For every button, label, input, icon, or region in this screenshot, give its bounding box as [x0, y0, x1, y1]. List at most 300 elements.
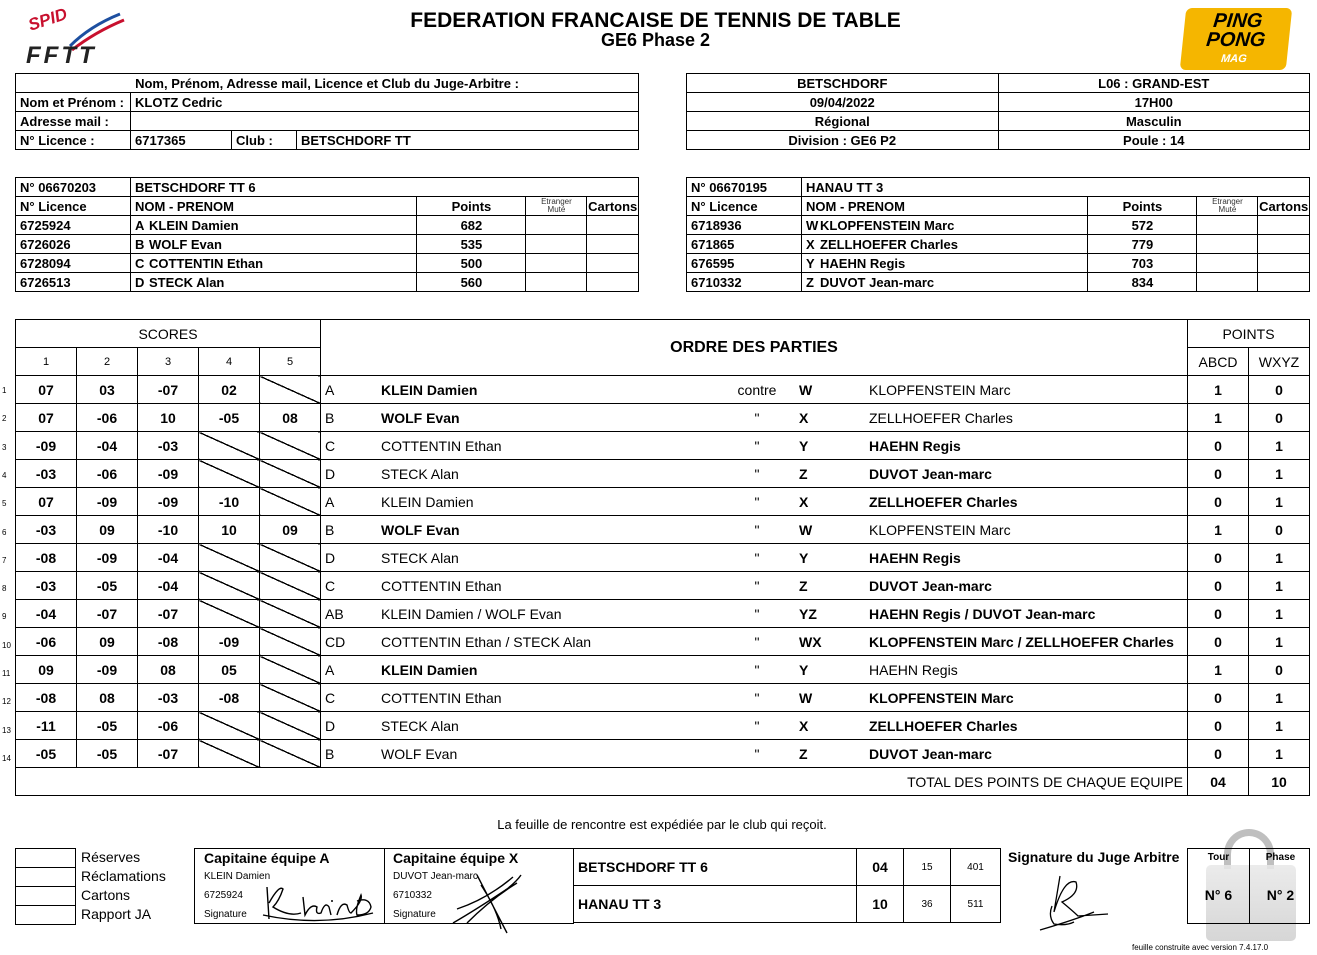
player-cards-cell: [587, 273, 639, 292]
player-a-name: COTTENTIN Ethan / STECK Alan: [381, 628, 727, 656]
set-score: -03: [138, 432, 199, 460]
game-row: [16, 740, 1310, 768]
player-a-name: WOLF Evan: [381, 516, 727, 544]
points-a: 0: [1188, 572, 1249, 600]
player-x-name: HAEHN Regis: [869, 432, 1188, 460]
game-row: [16, 376, 1310, 404]
game-number: 10: [2, 640, 11, 650]
player-row: [16, 254, 639, 273]
set-score: [260, 460, 321, 488]
checkbox[interactable]: [15, 848, 76, 868]
player-letter: A: [131, 216, 150, 235]
versus-mark: ": [727, 684, 787, 712]
phase-value: N° 2: [1266, 887, 1295, 903]
player-name: KLEIN Damien: [149, 216, 417, 235]
set-score: 02: [199, 376, 260, 404]
set-score: [260, 376, 321, 404]
game-number: 8: [2, 584, 7, 594]
game-row: [16, 516, 1310, 544]
points-a: 1: [1188, 516, 1249, 544]
pingpong-mag-logo: [1180, 8, 1293, 70]
game-number: 6: [2, 527, 7, 537]
checkbox-label: Cartons: [81, 887, 131, 903]
transfer-label: Muté: [1218, 205, 1237, 214]
player-letter: Y: [802, 254, 821, 273]
set-score: 09: [77, 628, 138, 656]
checkbox[interactable]: [15, 867, 76, 887]
referee-signature-icon: [1034, 872, 1114, 936]
captain-x-title: Capitaine équipe X: [393, 850, 519, 866]
set-score: -09: [199, 628, 260, 656]
captain-a-signature-icon: [259, 867, 379, 927]
team-x-points-header: Points: [1088, 197, 1197, 216]
set-score: -10: [199, 488, 260, 516]
player-x-letter: X: [787, 404, 869, 432]
games-table: [15, 319, 1310, 796]
points-a: 0: [1188, 740, 1249, 768]
match-date: 09/04/2022: [687, 93, 999, 112]
set-score: 05: [199, 656, 260, 684]
team-a-points-header: Points: [417, 197, 526, 216]
set-score: -05: [199, 404, 260, 432]
set-score: 10: [199, 516, 260, 544]
fftt-logo: [20, 6, 130, 68]
versus-mark: ": [727, 656, 787, 684]
match-league: L06 : GRAND-EST: [998, 74, 1310, 93]
referee-licence: 6717365: [131, 131, 232, 150]
player-x-name: KLOPFENSTEIN Marc: [869, 516, 1188, 544]
captain-x-name: DUVOT Jean-marc: [393, 871, 478, 882]
set-score: [260, 628, 321, 656]
set-score: -05: [77, 740, 138, 768]
player-x-letter: YZ: [787, 600, 869, 628]
game-number: 7: [2, 555, 7, 565]
player-letter: X: [802, 235, 821, 254]
scores-header: SCORES: [16, 320, 321, 348]
summary-value-1: 36: [904, 886, 951, 923]
set-score: 10: [138, 404, 199, 432]
referee-licence-label: N° Licence :: [16, 131, 131, 150]
player-letter: B: [131, 235, 150, 254]
set-score: -03: [16, 572, 77, 600]
team-x-number: N° 06670195: [687, 178, 802, 197]
captain-x-signature-icon: [447, 869, 537, 939]
set-score: -09: [16, 432, 77, 460]
summary-score: 10: [857, 886, 904, 923]
set-score: -04: [77, 432, 138, 460]
set-score: 09: [16, 656, 77, 684]
player-a-name: STECK Alan: [381, 544, 727, 572]
player-a-name: COTTENTIN Ethan: [381, 684, 727, 712]
versus-mark: ": [727, 516, 787, 544]
player-x-letter: Z: [787, 572, 869, 600]
team-a-table: [15, 177, 639, 292]
player-a-name: KLEIN Damien: [381, 376, 727, 404]
logo-line-3: MAG: [1220, 53, 1248, 65]
versus-mark: ": [727, 460, 787, 488]
set-score: -03: [16, 516, 77, 544]
player-licence: 6710332: [687, 273, 802, 292]
points-a: 0: [1188, 544, 1249, 572]
versus-mark: ": [727, 572, 787, 600]
player-a-letter: C: [321, 432, 382, 460]
summary-score: 04: [857, 849, 904, 886]
set-score: -03: [138, 684, 199, 712]
team-x-cards-header: Cartons: [1259, 198, 1309, 214]
player-letter: C: [131, 254, 150, 273]
set-score: [260, 656, 321, 684]
set-number-5: 5: [260, 348, 321, 376]
tour-phase-box: [1187, 848, 1310, 924]
player-a-name: KLEIN Damien: [381, 656, 727, 684]
player-licence: 6726026: [16, 235, 131, 254]
summary-value-1: 15: [904, 849, 951, 886]
player-cards-cell: [1258, 273, 1310, 292]
player-name: DUVOT Jean-marc: [820, 273, 1088, 292]
set-score: 09: [260, 516, 321, 544]
player-licence: 6728094: [16, 254, 131, 273]
points-x: 1: [1249, 544, 1310, 572]
team-a-name-header: NOM - PRENOM: [131, 197, 417, 216]
player-a-letter: C: [321, 572, 382, 600]
versus-mark: ": [727, 740, 787, 768]
set-score: -09: [138, 460, 199, 488]
set-number-1: 1: [16, 348, 77, 376]
game-row: [16, 460, 1310, 488]
total-a: 04: [1188, 768, 1249, 796]
player-name: STECK Alan: [149, 273, 417, 292]
summary-team: BETSCHDORF TT 6: [574, 849, 857, 886]
referee-email-label: Adresse mail :: [16, 112, 131, 131]
set-score: 07: [16, 376, 77, 404]
captain-a-name: KLEIN Damien: [204, 871, 271, 882]
team-x-name-header: NOM - PRENOM: [802, 197, 1088, 216]
player-x-name: ZELLHOEFER Charles: [869, 404, 1188, 432]
player-x-name: KLOPFENSTEIN Marc: [869, 376, 1188, 404]
player-x-name: ZELLHOEFER Charles: [869, 488, 1188, 516]
checkbox-label: Réclamations: [81, 868, 166, 884]
set-score: 09: [77, 516, 138, 544]
logo-line-2: PONG: [1205, 29, 1267, 51]
player-points: 682: [417, 216, 526, 235]
game-row: [16, 544, 1310, 572]
player-x-letter: W: [787, 376, 869, 404]
set-score: -06: [77, 404, 138, 432]
set-score: -10: [138, 516, 199, 544]
captain-a-signature-label: Signature: [204, 909, 247, 920]
match-level: Régional: [687, 112, 999, 131]
game-number: 12: [2, 697, 11, 707]
player-foreign-cell: [1197, 216, 1258, 235]
player-x-name: DUVOT Jean-marc: [869, 572, 1188, 600]
player-a-name: WOLF Evan: [381, 404, 727, 432]
versus-mark: ": [727, 544, 787, 572]
game-number: 14: [2, 753, 11, 763]
match-poule: Poule : 14: [998, 131, 1310, 150]
points-x: 1: [1249, 712, 1310, 740]
player-name: COTTENTIN Ethan: [149, 254, 417, 273]
checkbox-label: Rapport JA: [81, 906, 152, 922]
player-x-name: DUVOT Jean-marc: [869, 740, 1188, 768]
player-a-name: COTTENTIN Ethan: [381, 432, 727, 460]
set-score: [199, 600, 260, 628]
points-x: 1: [1249, 488, 1310, 516]
referee-signature-label: Signature du Juge Arbitre: [1008, 849, 1180, 865]
team-a-number: N° 06670203: [16, 178, 131, 197]
set-score: [260, 488, 321, 516]
player-cards-cell: [587, 216, 639, 235]
player-cards-cell: [1258, 254, 1310, 273]
game-row: [16, 432, 1310, 460]
player-x-name: HAEHN Regis: [869, 544, 1188, 572]
points-a: 1: [1188, 656, 1249, 684]
set-score: -07: [138, 376, 199, 404]
set-score: -09: [138, 488, 199, 516]
player-x-letter: X: [787, 488, 869, 516]
points-a: 0: [1188, 460, 1249, 488]
set-score: -05: [16, 740, 77, 768]
player-name: ZELLHOEFER Charles: [820, 235, 1088, 254]
versus-mark: ": [727, 404, 787, 432]
game-row: [16, 404, 1310, 432]
points-x: 1: [1249, 740, 1310, 768]
referee-table: [15, 73, 639, 150]
points-x: 0: [1249, 516, 1310, 544]
set-score: [199, 740, 260, 768]
referee-email: [131, 112, 639, 131]
points-x: 0: [1249, 656, 1310, 684]
team-a-foreign-header: [526, 197, 587, 216]
player-a-name: KLEIN Damien: [381, 488, 727, 516]
versus-mark: contre: [727, 376, 787, 404]
points-a: 1: [1188, 376, 1249, 404]
set-score: -06: [138, 712, 199, 740]
player-points: 779: [1088, 235, 1197, 254]
summary-value-2: 511: [951, 886, 1001, 923]
set-score: -07: [138, 600, 199, 628]
player-points: 500: [417, 254, 526, 273]
player-x-name: DUVOT Jean-marc: [869, 460, 1188, 488]
set-score: [199, 432, 260, 460]
player-letter: D: [131, 273, 150, 292]
player-a-letter: D: [321, 712, 382, 740]
abcd-header: ABCD: [1188, 348, 1249, 376]
logo-line-1: PING: [1212, 10, 1264, 32]
set-score: 08: [77, 684, 138, 712]
player-x-name: KLOPFENSTEIN Marc: [869, 684, 1188, 712]
spid-text: SPID: [25, 4, 70, 35]
game-number: 9: [2, 612, 7, 622]
player-foreign-cell: [1197, 273, 1258, 292]
versus-mark: ": [727, 600, 787, 628]
match-division: Division : GE6 P2: [687, 131, 999, 150]
player-row: [687, 254, 1310, 273]
player-x-letter: Z: [787, 460, 869, 488]
player-a-letter: D: [321, 460, 382, 488]
transfer-label: Muté: [547, 205, 566, 214]
phase-label: Phase: [1265, 852, 1296, 863]
game-number: 11: [2, 669, 11, 678]
game-number: 13: [2, 725, 11, 735]
set-score: 07: [16, 488, 77, 516]
player-x-letter: W: [787, 516, 869, 544]
player-a-letter: AB: [321, 600, 382, 628]
player-cards-cell: [1258, 216, 1310, 235]
player-x-letter: Y: [787, 432, 869, 460]
captain-a-title: Capitaine équipe A: [204, 850, 330, 866]
points-a: 0: [1188, 712, 1249, 740]
player-letter: W: [802, 216, 821, 235]
team-x-licence-header: N° Licence: [687, 197, 802, 216]
player-foreign-cell: [1197, 254, 1258, 273]
points-x: 0: [1249, 404, 1310, 432]
player-x-letter: X: [787, 712, 869, 740]
set-score: [260, 544, 321, 572]
player-x-name: HAEHN Regis / DUVOT Jean-marc: [869, 600, 1188, 628]
referee-club-label: Club :: [232, 131, 297, 150]
team-a-licence-header: N° Licence: [16, 197, 131, 216]
team-x-name: HANAU TT 3: [802, 178, 1310, 197]
page-title: FEDERATION FRANCAISE DE TENNIS DE TABLE: [410, 9, 901, 32]
player-x-letter: Y: [787, 656, 869, 684]
version-text: feuille construite avec version 7.4.17.0: [1132, 943, 1269, 952]
set-score: [260, 572, 321, 600]
set-score: -07: [138, 740, 199, 768]
game-row: [16, 628, 1310, 656]
set-score: -04: [16, 600, 77, 628]
set-score: -09: [77, 656, 138, 684]
player-x-letter: W: [787, 684, 869, 712]
captain-a-licence: 6725924: [204, 890, 243, 901]
player-a-name: KLEIN Damien / WOLF Evan: [381, 600, 727, 628]
player-a-letter: B: [321, 740, 382, 768]
player-points: 834: [1088, 273, 1197, 292]
points-x: 1: [1249, 460, 1310, 488]
player-row: [16, 273, 639, 292]
set-score: -03: [16, 460, 77, 488]
player-licence: 671865: [687, 235, 802, 254]
set-number-4: 4: [199, 348, 260, 376]
player-a-name: STECK Alan: [381, 460, 727, 488]
player-x-letter: WX: [787, 628, 869, 656]
points-a: 0: [1188, 488, 1249, 516]
player-a-letter: C: [321, 684, 382, 712]
fftt-text: FFTT: [26, 42, 97, 69]
set-score: -05: [77, 712, 138, 740]
tour-value: N° 6: [1204, 887, 1233, 903]
player-a-letter: D: [321, 544, 382, 572]
set-score: -08: [16, 544, 77, 572]
set-score: [199, 712, 260, 740]
game-row: [16, 488, 1310, 516]
player-points: 703: [1088, 254, 1197, 273]
set-score: 08: [260, 404, 321, 432]
game-row: [16, 600, 1310, 628]
player-points: 572: [1088, 216, 1197, 235]
versus-mark: ": [727, 628, 787, 656]
versus-mark: ": [727, 432, 787, 460]
referee-name: KLOTZ Cedric: [131, 93, 639, 112]
wxyz-header: WXYZ: [1249, 348, 1310, 376]
total-label: TOTAL DES POINTS DE CHAQUE EQUIPE: [16, 768, 1188, 796]
set-score: -08: [16, 684, 77, 712]
checkbox[interactable]: [15, 886, 76, 906]
player-row: [16, 216, 639, 235]
set-score: -04: [138, 572, 199, 600]
set-score: -04: [138, 544, 199, 572]
match-info-table: [686, 73, 1310, 150]
points-a: 1: [1188, 404, 1249, 432]
captain-x-signature-label: Signature: [393, 909, 436, 920]
set-score: -07: [77, 600, 138, 628]
game-number: 2: [2, 414, 7, 424]
player-foreign-cell: [526, 216, 587, 235]
order-header: ORDRE DES PARTIES: [321, 320, 1188, 376]
foreign-label: Etranger: [541, 197, 572, 206]
set-score: [199, 460, 260, 488]
player-points: 560: [417, 273, 526, 292]
player-cards-cell: [1258, 235, 1310, 254]
set-score: 03: [77, 376, 138, 404]
player-row: [687, 273, 1310, 292]
referee-name-label: Nom et Prénom :: [16, 93, 131, 112]
match-time: 17H00: [998, 93, 1310, 112]
player-x-letter: Z: [787, 740, 869, 768]
points-a: 0: [1188, 628, 1249, 656]
set-score: [199, 572, 260, 600]
player-a-letter: CD: [321, 628, 382, 656]
game-row: [16, 656, 1310, 684]
player-x-letter: Y: [787, 544, 869, 572]
set-score: [199, 544, 260, 572]
checkbox[interactable]: [15, 905, 76, 925]
player-foreign-cell: [526, 235, 587, 254]
game-row: [16, 712, 1310, 740]
set-score: -06: [77, 460, 138, 488]
player-foreign-cell: [1197, 235, 1258, 254]
player-name: WOLF Evan: [149, 235, 417, 254]
points-x: 0: [1249, 376, 1310, 404]
points-x: 1: [1249, 600, 1310, 628]
player-row: [687, 235, 1310, 254]
game-row: [16, 684, 1310, 712]
game-number: 1: [2, 386, 7, 395]
set-score: -06: [16, 628, 77, 656]
player-a-name: WOLF Evan: [381, 740, 727, 768]
points-a: 0: [1188, 432, 1249, 460]
player-a-name: COTTENTIN Ethan: [381, 572, 727, 600]
player-letter: Z: [802, 273, 821, 292]
tour-label: Tour: [1207, 852, 1230, 863]
summary-row: [574, 849, 1001, 886]
player-a-letter: A: [321, 488, 382, 516]
player-row: [687, 216, 1310, 235]
team-a-cards-header: Cartons: [588, 198, 638, 214]
points-header: POINTS: [1188, 320, 1310, 348]
player-foreign-cell: [526, 254, 587, 273]
team-x-foreign-header: [1197, 197, 1258, 216]
set-score: 08: [138, 656, 199, 684]
player-name: KLOPFENSTEIN Marc: [820, 216, 1088, 235]
captain-x-box: [384, 848, 574, 924]
player-foreign-cell: [526, 273, 587, 292]
set-score: -09: [77, 544, 138, 572]
player-licence: 6718936: [687, 216, 802, 235]
summary-row: [574, 886, 1001, 923]
player-a-letter: A: [321, 656, 382, 684]
set-score: 07: [16, 404, 77, 432]
summary-team: HANAU TT 3: [574, 886, 857, 923]
